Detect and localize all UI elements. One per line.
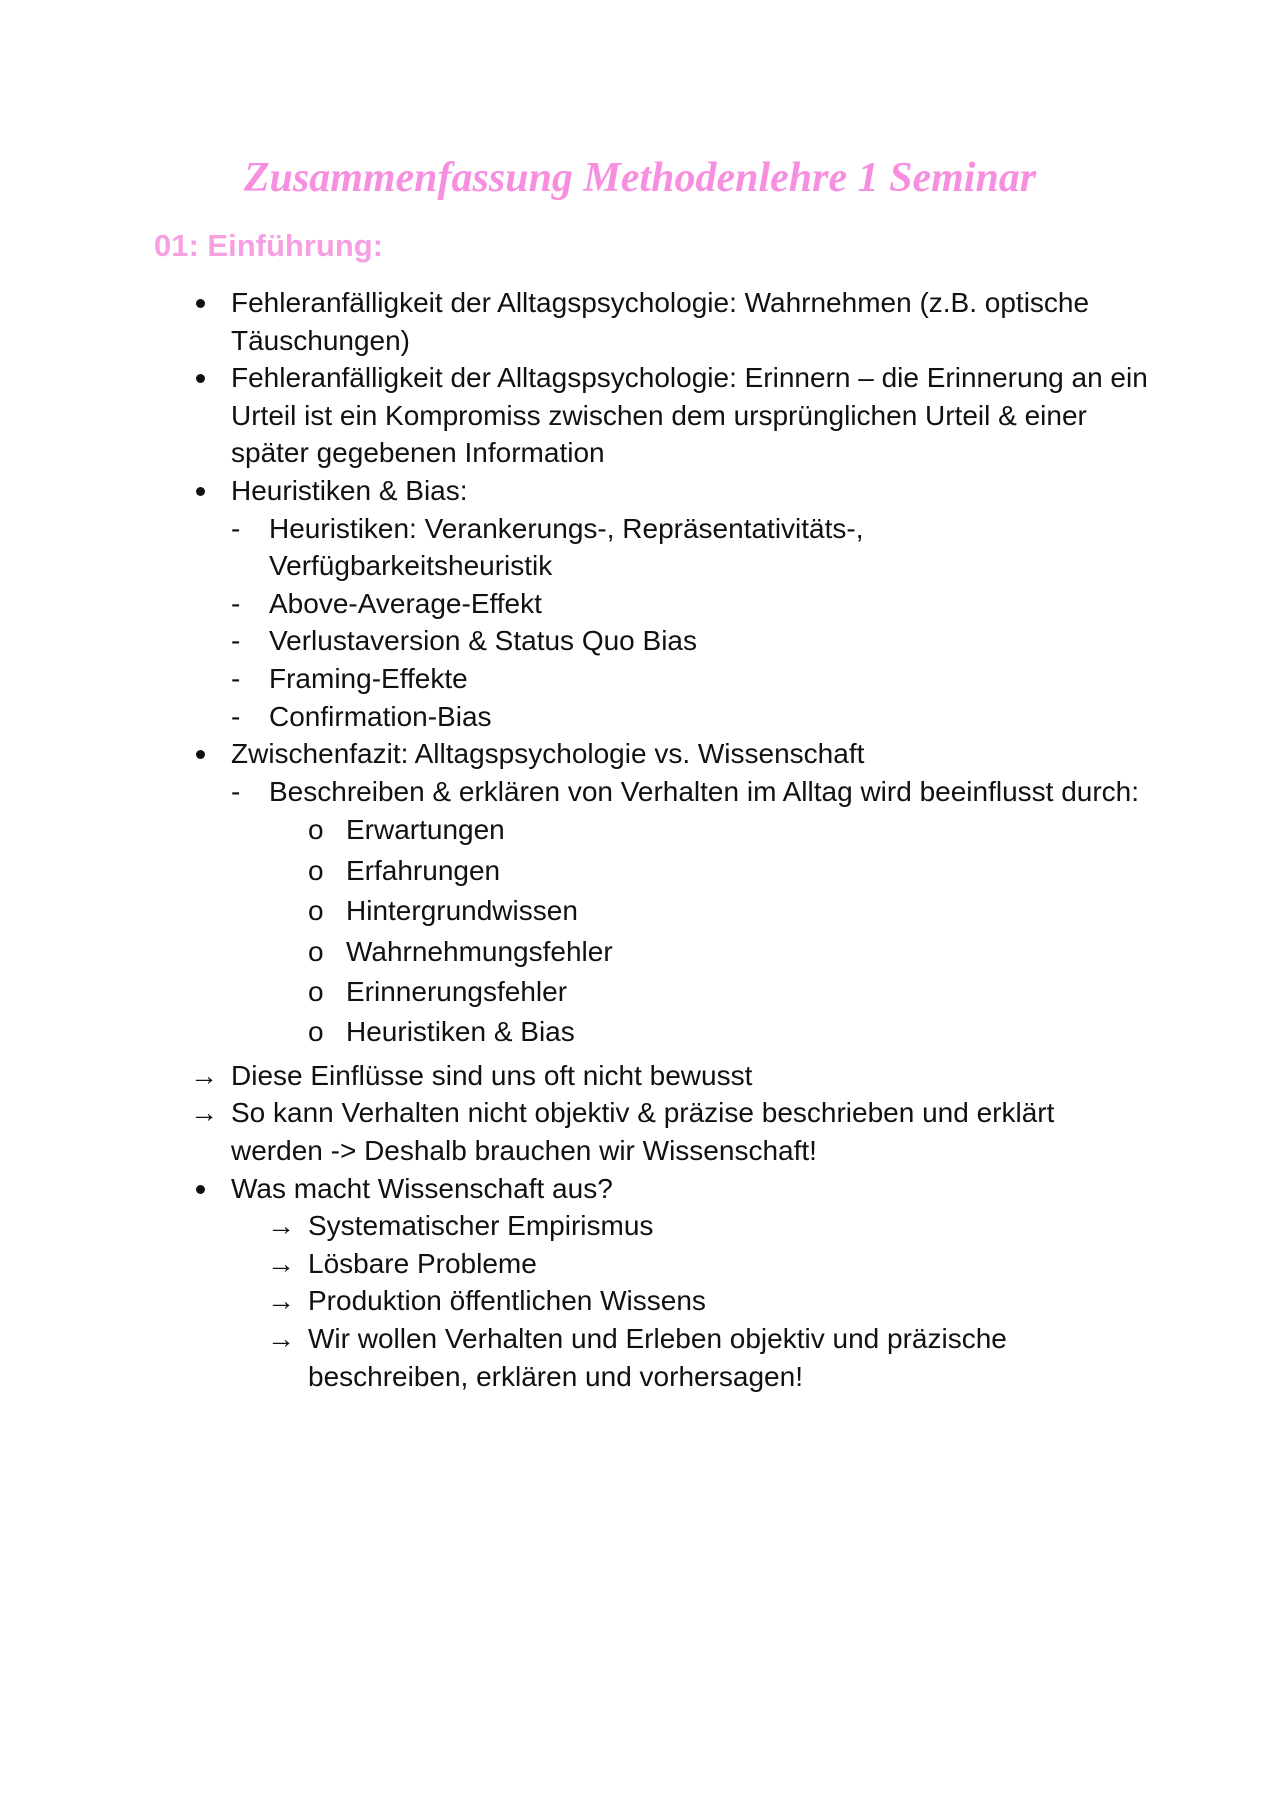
circle-item	[0, 891, 1280, 931]
document-title: Zusammenfassung Methodenlehre 1 Seminar	[243, 155, 1037, 201]
dash-item	[0, 510, 1280, 585]
dash-item	[0, 660, 1280, 698]
arrow-icon: →	[267, 1285, 295, 1317]
arrow-item	[0, 1245, 1280, 1283]
bullet-text: Fehleranfälligkeit der Alltagspsychologie: Wahrnehmen (z.B. optische Täuschungen)	[231, 287, 1090, 356]
circle-item	[0, 810, 1280, 850]
dash-marker: -	[231, 662, 241, 694]
dash-marker: -	[231, 512, 241, 544]
arrow-text: Diese Einflüsse sind uns oft nicht bewusst	[231, 1059, 753, 1091]
arrow-item	[0, 1094, 1280, 1169]
circle-item	[0, 932, 1280, 972]
arrow-icon: →	[267, 1322, 295, 1354]
arrow-text: Produktion öffentlichen Wissens	[308, 1285, 706, 1317]
dash-text: Beschreiben & erklären von Verhalten im Alltag wird beeinflusst durch:	[269, 775, 1140, 807]
circle-text: Erfahrungen	[346, 854, 501, 886]
arrow-item	[0, 1320, 1280, 1395]
bullet-item	[0, 1170, 1280, 1208]
dash-text: Heuristiken: Verankerungs-, Repräsentativitäts-, Verfügbarkeitsheuristik	[269, 512, 864, 582]
circle-marker: o	[308, 975, 324, 1007]
dash-item	[0, 622, 1280, 660]
dash-marker: -	[231, 587, 241, 619]
circle-text: Hintergrundwissen	[346, 895, 578, 927]
circle-item	[0, 972, 1280, 1012]
dash-text: Verlustaversion & Status Quo Bias	[269, 625, 697, 657]
dash-marker: -	[231, 775, 241, 807]
arrow-text: So kann Verhalten nicht objektiv & präzise beschrieben und erklärt werden -> Deshalb brauchen wir Wissenschaft!	[231, 1097, 1055, 1166]
section-heading: 01: Einführung:	[154, 228, 384, 263]
dash-item	[0, 698, 1280, 736]
circle-text: Erwartungen	[346, 814, 505, 846]
circle-marker: o	[308, 895, 324, 927]
circle-marker: o	[308, 854, 324, 886]
arrow-icon: →	[267, 1210, 295, 1242]
document-body	[0, 284, 1280, 1395]
circle-item	[0, 851, 1280, 891]
bullet-text: Fehleranfälligkeit der Alltagspsychologie: Erinnern – die Erinnerung an ein Urteil ist ein Kompromiss zwischen dem ursprünglichen Urteil & einer später gegebenen Information	[231, 362, 1148, 469]
arrow-item	[0, 1207, 1280, 1245]
circle-text: Erinnerungsfehler	[346, 975, 568, 1007]
bullet-item	[0, 359, 1280, 472]
arrow-icon: →	[267, 1247, 295, 1279]
bullet-item	[0, 472, 1280, 510]
arrow-text: Wir wollen Verhalten und Erleben objektiv und präzische beschreiben, erklären und vorhersagen!	[308, 1322, 1007, 1392]
dash-text: Framing-Effekte	[269, 662, 468, 694]
bullet-text: Zwischenfazit: Alltagspsychologie vs. Wissenschaft	[231, 738, 865, 770]
bullet-item	[0, 284, 1280, 359]
arrow-icon: →	[190, 1097, 218, 1129]
circle-marker: o	[308, 935, 324, 967]
arrow-item	[0, 1282, 1280, 1320]
bullet-text: Heuristiken & Bias:	[231, 474, 468, 506]
dash-text: Confirmation-Bias	[269, 700, 492, 732]
dash-item	[0, 773, 1280, 811]
circle-marker: o	[308, 814, 324, 846]
circle-text: Heuristiken & Bias	[346, 1016, 575, 1048]
bullet-text: Was macht Wissenschaft aus?	[231, 1172, 613, 1204]
dash-marker: -	[231, 625, 241, 657]
dash-marker: -	[231, 700, 241, 732]
bullet-item	[0, 735, 1280, 773]
arrow-text: Lösbare Probleme	[308, 1247, 537, 1279]
circle-item	[0, 1012, 1280, 1052]
arrow-text: Systematischer Empirismus	[308, 1210, 654, 1242]
circle-marker: o	[308, 1016, 324, 1048]
dash-item	[0, 585, 1280, 623]
arrow-item	[0, 1057, 1280, 1095]
dash-text: Above-Average-Effekt	[269, 587, 542, 619]
arrow-icon: →	[190, 1059, 218, 1091]
circle-text: Wahrnehmungsfehler	[346, 935, 613, 967]
